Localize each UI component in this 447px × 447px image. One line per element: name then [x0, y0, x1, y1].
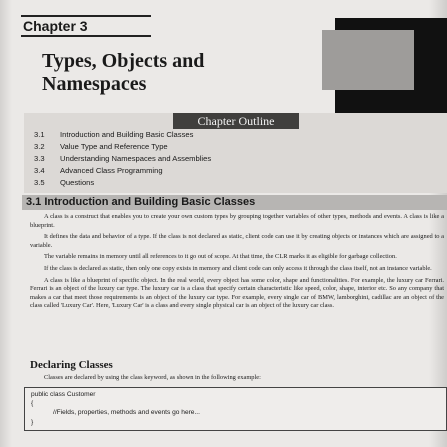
- chapter-label-text: Chapter 3: [23, 18, 88, 34]
- code-line: //Fields, properties, methods and events go here...: [53, 409, 200, 416]
- code-line: public class Customer: [31, 391, 96, 398]
- section-heading: 3.1 Introduction and Building Basic Classes: [26, 196, 256, 208]
- code-example: [24, 387, 447, 431]
- code-line: }: [31, 419, 34, 426]
- outline-item: 3.4 Advanced Class Programming: [34, 166, 163, 175]
- outline-item: 3.5 Questions: [34, 178, 95, 187]
- outline-item: 3.2 Value Type and Reference Type: [34, 142, 168, 151]
- decorative-grey-block: [322, 30, 414, 90]
- chapter-title-line-1: Types, Objects and: [42, 50, 205, 72]
- paragraph: If the class is declared as static, then only one copy exists in memory and client code can only access it through the class itself, not an instance variable.: [44, 264, 432, 272]
- code-line: {: [31, 400, 34, 407]
- declaring-classes-heading: Declaring Classes: [30, 359, 113, 371]
- chapter-label: [21, 15, 151, 37]
- chapter-title-line-2: Namespaces: [42, 73, 147, 95]
- declaring-classes-text: Classes are declared by using the class keyword, as shown in the following example:: [44, 374, 261, 381]
- outline-item: 3.3 Understanding Namespaces and Assemblies: [34, 154, 212, 163]
- paragraph: A class is a construct that enables you to create your own custom types by grouping together variables of other types, methods and events. A class is like a blueprint.: [30, 213, 444, 229]
- paragraph: The variable remains in memory until all references to it go out of scope. At that time, the CLR marks it as eligible for garbage collection.: [44, 253, 397, 261]
- chapter-outline-heading: Chapter Outline: [173, 113, 299, 129]
- chapter-title: [42, 50, 302, 96]
- section-heading-bar: [22, 195, 447, 210]
- section-body: [30, 213, 444, 314]
- paragraph: It defines the data and behavior of a type. If the class is not declared as static, client code can use it by creating objects or instances which are assigned to a variable.: [30, 233, 444, 249]
- paragraph: A class is like a blueprint of specific object. In the real world, every object has some color, shape and functionalities. For example, the luxury car Ferrari. Ferrari is an object of the luxury car type. The luxury car is a class that specify certain characteristic like speed, color, shape, interior etc. So any company that makes a car that meet those requirements is an object of the luxury car type. For example, every single car of BMW, lamborghini, cadillac are an object of the class called 'Luxury Car'. Here, 'Luxury Car' is a class and every single physical car is an object of the luxury car class.: [30, 276, 444, 310]
- chapter-outline-list: [34, 129, 211, 189]
- outline-item: 3.1 Introduction and Building Basic Classes: [34, 130, 194, 139]
